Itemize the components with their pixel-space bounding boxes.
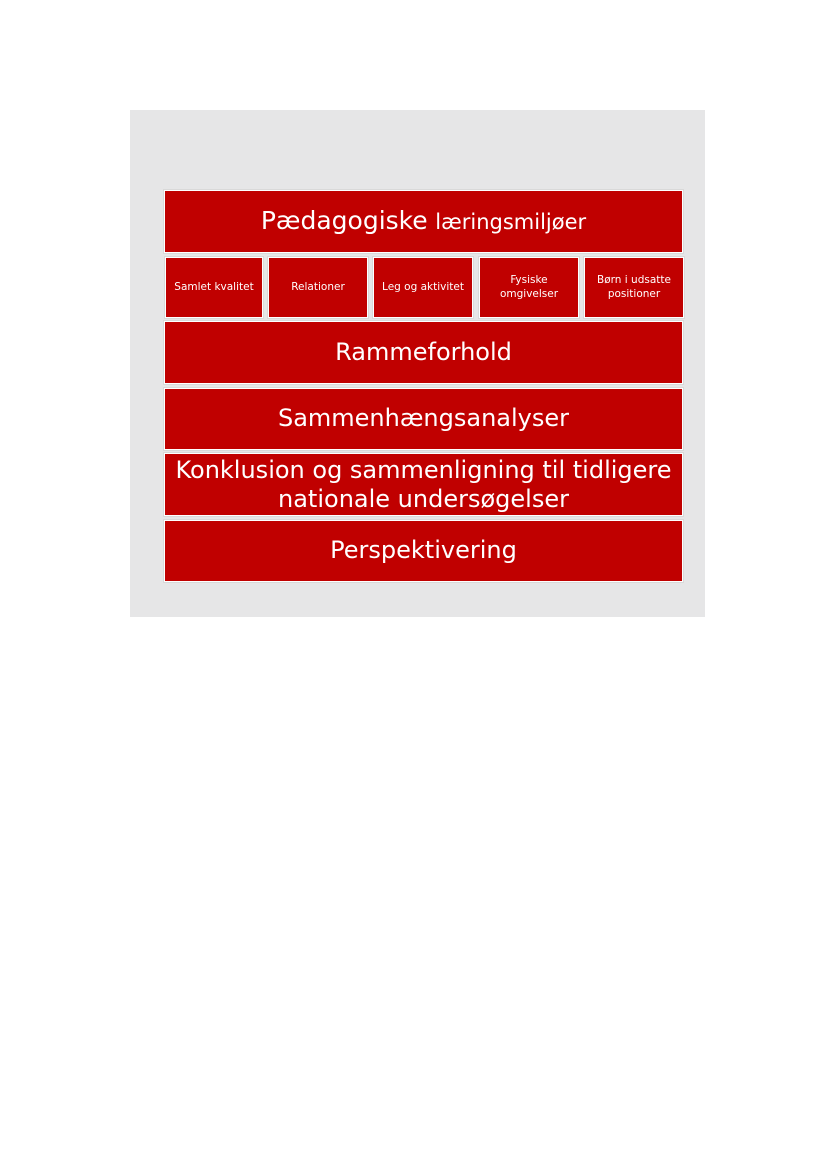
diagram-panel — [130, 110, 705, 617]
block-label: Fysiske omgivelser — [499, 273, 559, 300]
block-paedagogiske-laeringsmiljoeer — [164, 190, 683, 253]
block-perspektivering — [164, 520, 683, 582]
block-samlet-kvalitet — [165, 257, 263, 318]
block-title-main: Pædagogiske — [260, 206, 428, 236]
block-relationer — [268, 257, 368, 318]
block-leg-og-aktivitet — [373, 257, 473, 318]
block-label: Perspektivering — [330, 536, 517, 565]
block-title-sub: læringsmiljøer — [435, 210, 587, 235]
block-label: Rammeforhold — [335, 337, 512, 366]
block-konklusion — [164, 453, 683, 516]
block-label: Leg og aktivitet — [382, 280, 464, 293]
block-sammenhaengsanalyser — [164, 388, 683, 450]
block-label: Børn i udsatte positioner — [597, 273, 671, 300]
block-rammeforhold — [164, 321, 683, 384]
block-label: Konklusion og sammenligning til tidligere nationale undersøgelser — [175, 455, 672, 513]
block-label: Sammenhængsanalyser — [277, 404, 570, 433]
block-label: Relationer — [291, 280, 345, 293]
block-label: Samlet kvalitet — [174, 280, 254, 293]
block-boern-i-udsatte-positioner — [584, 257, 684, 318]
block-fysiske-omgivelser — [479, 257, 579, 318]
